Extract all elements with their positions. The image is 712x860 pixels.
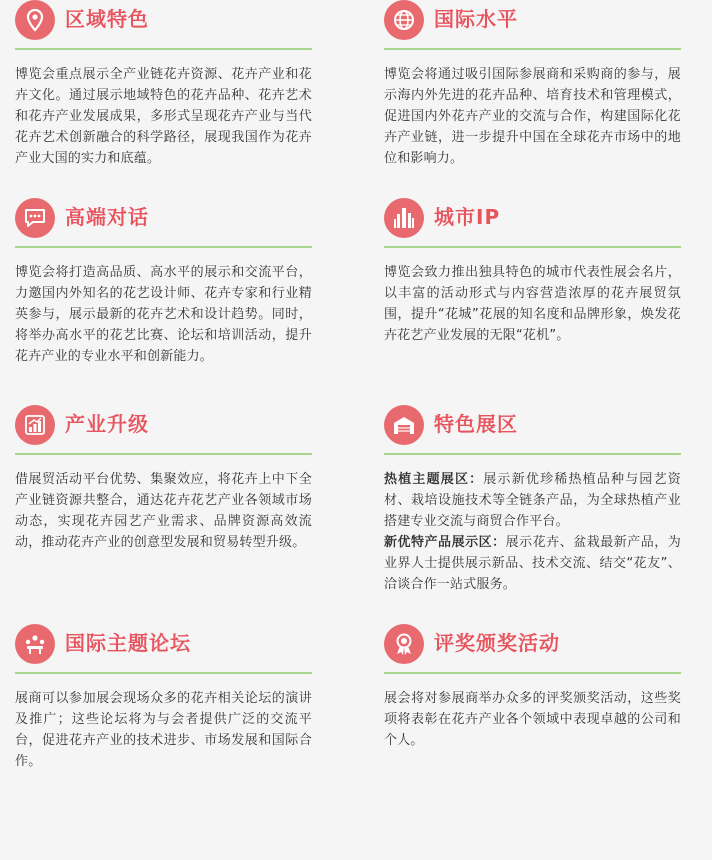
zone-text: 展示新优珍稀热植品种与园艺资材、栽培设施技术等全链条产品，为全球热植产业搭建专业交流与商贸合作平台。 (384, 472, 681, 529)
section-body: 借展贸活动平台优势、集聚效应，将花卉上中下全产业链资源共整合，通达花卉花艺产业各领域市场动态，实现花卉园艺产业需求、品牌资源高效流动，推动花卉产业的创意型发展和贸易转型升级。 (15, 472, 312, 550)
section-title: 高端对话 (65, 205, 149, 229)
section-title: 特色展区 (434, 412, 518, 436)
section-body: 博览会重点展示全产业链花卉资源、花卉产业和花卉文化。通过展示地域特色的花卉品种、花卉艺术和花卉产业发展成果，多形式呈现花卉产业与当代花卉艺术创新融合的科学路径，展现我国作为花卉产业大国的实力和底蕴。 (15, 67, 312, 166)
section-awards (384, 624, 681, 748)
award-medal-icon (384, 624, 424, 664)
section-regional-features (15, 0, 312, 166)
divider (384, 48, 681, 50)
section-title: 城市IP (434, 205, 501, 229)
section-body: 展会将对参展商举办众多的评奖颁奖活动，这些奖项将表彰在花卉产业各个领域中表现卓越的公司和个人。 (384, 691, 681, 748)
zone-label: 热植主题展区： (384, 472, 484, 487)
section-title: 产业升级 (65, 412, 149, 436)
divider (384, 453, 681, 455)
warehouse-icon (384, 405, 424, 445)
forum-meeting-icon (15, 624, 55, 664)
divider (15, 453, 312, 455)
divider (15, 48, 312, 50)
section-body: 博览会将通过吸引国际参展商和采购商的参与，展示海内外先进的花卉品种、培育技术和管理模式，促进国内外花卉产业的交流与合作，构建国际化花卉产业链，进一步提升中国在全球花卉市场中的地位和影响力。 (384, 67, 681, 166)
zone-paragraph (384, 532, 681, 595)
zone-text: 展示花卉、盆栽最新产品，为业界人士提供展示新品、技术交流、结交“花友”、洽谈合作一站式服务。 (384, 535, 681, 592)
section-title: 国际水平 (434, 7, 518, 31)
divider (15, 672, 312, 674)
section-body: 展商可以参加展会现场众多的花卉相关论坛的演讲及推广；这些论坛将为与会者提供广泛的交流平台，促进花卉产业的技术进步、市场发展和国际合作。 (15, 691, 312, 769)
section-body: 博览会致力推出独具特色的城市代表性展会名片，以丰富的活动形式与内容营造浓厚的花卉展贸氛围，提升“花城”花展的知名度和品牌形象，焕发花卉花艺产业发展的无限“花机”。 (384, 265, 681, 343)
divider (15, 246, 312, 248)
section-title: 评奖颁奖活动 (434, 631, 560, 655)
section-industry-upgrade (15, 405, 312, 550)
divider (384, 672, 681, 674)
zone-label: 新优特产品展示区： (384, 535, 506, 550)
globe-icon (384, 0, 424, 40)
section-title: 国际主题论坛 (65, 631, 191, 655)
section-international-forum (15, 624, 312, 769)
divider (384, 246, 681, 248)
section-body: 博览会将打造高品质、高水平的展示和交流平台，力邀国内外知名的花艺设计师、花卉专家和行业精英参与，展示最新的花卉艺术和设计趋势。同时，将举办高水平的花艺比赛、论坛和培训活动，提升花卉产业的专业水平和创新能力。 (15, 265, 312, 364)
city-skyline-icon (384, 198, 424, 238)
section-high-end-dialogue (15, 198, 312, 364)
growth-chart-icon (15, 405, 55, 445)
section-featured-zones (384, 405, 681, 592)
section-city-ip (384, 198, 681, 343)
section-international-level (384, 0, 681, 166)
zone-paragraph (384, 469, 681, 532)
location-pin-icon (15, 0, 55, 40)
section-title: 区域特色 (65, 7, 149, 31)
section-body (384, 469, 681, 595)
chat-bubble-icon (15, 198, 55, 238)
